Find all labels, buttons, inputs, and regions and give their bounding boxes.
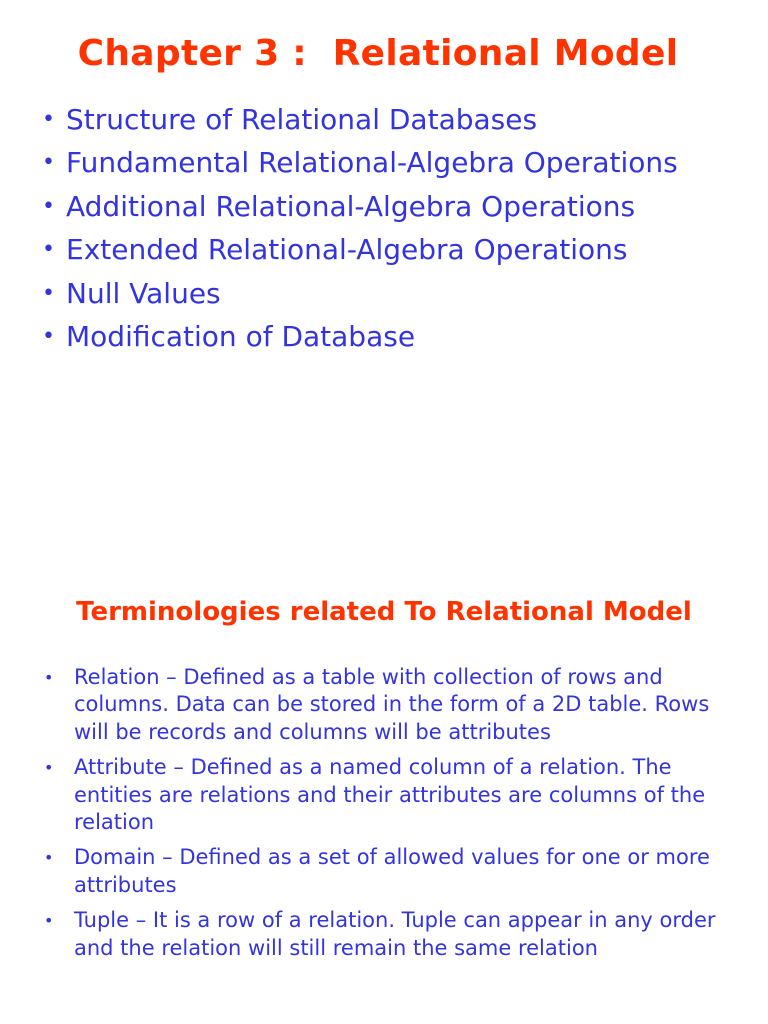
bullet-icon: • xyxy=(44,848,54,868)
topic-item xyxy=(40,141,678,184)
terminology-list xyxy=(44,664,724,970)
terminology-text: Domain – Defined as a set of allowed values for one or more attributes xyxy=(74,845,710,897)
terminology-text: Relation – Defined as a table with collection of rows and columns. Data can be stored in the form of a 2D table. Rows will be records and columns will be attributes xyxy=(74,665,710,744)
slide-1-title: Chapter 3 : Relational Model xyxy=(77,33,679,74)
slide-terminologies xyxy=(0,560,768,1024)
topic-text: Modification of Database xyxy=(66,319,416,353)
terminology-item xyxy=(44,664,724,746)
topic-item xyxy=(40,272,678,315)
bullet-icon: • xyxy=(42,150,55,176)
bullet-icon: • xyxy=(44,668,54,687)
bullet-icon: • xyxy=(42,237,55,263)
topic-text: Additional Relational-Algebra Operations xyxy=(66,189,636,223)
bullet-icon: • xyxy=(42,107,55,132)
slide-2-title: Terminologies related To Relational Model xyxy=(76,597,692,627)
topic-item xyxy=(40,185,678,228)
topic-item xyxy=(40,315,678,358)
terminology-item xyxy=(44,844,724,899)
terminology-text: Tuple – It is a row of a relation. Tuple can appear in any order and the relation will still remain the same relation xyxy=(74,908,716,960)
bullet-icon: • xyxy=(42,280,55,306)
terminology-item xyxy=(44,754,724,836)
bullet-icon: • xyxy=(44,911,54,931)
topic-text: Structure of Relational Databases xyxy=(66,103,538,136)
topic-text: Fundamental Relational-Algebra Operations xyxy=(66,146,678,180)
terminology-text: Attribute – Defined as a named column of a relation. The entities are relations and their attributes are columns of the relation xyxy=(74,755,706,835)
terminology-item xyxy=(44,907,724,962)
topic-text: Extended Relational-Algebra Operations xyxy=(66,233,628,267)
topic-item xyxy=(40,228,678,271)
bullet-icon: • xyxy=(42,193,55,219)
topic-text: Null Values xyxy=(66,276,221,310)
bullet-icon: • xyxy=(42,323,55,349)
chapter-topics-list xyxy=(40,98,678,358)
topic-item xyxy=(40,98,678,141)
bullet-icon: • xyxy=(44,758,54,778)
